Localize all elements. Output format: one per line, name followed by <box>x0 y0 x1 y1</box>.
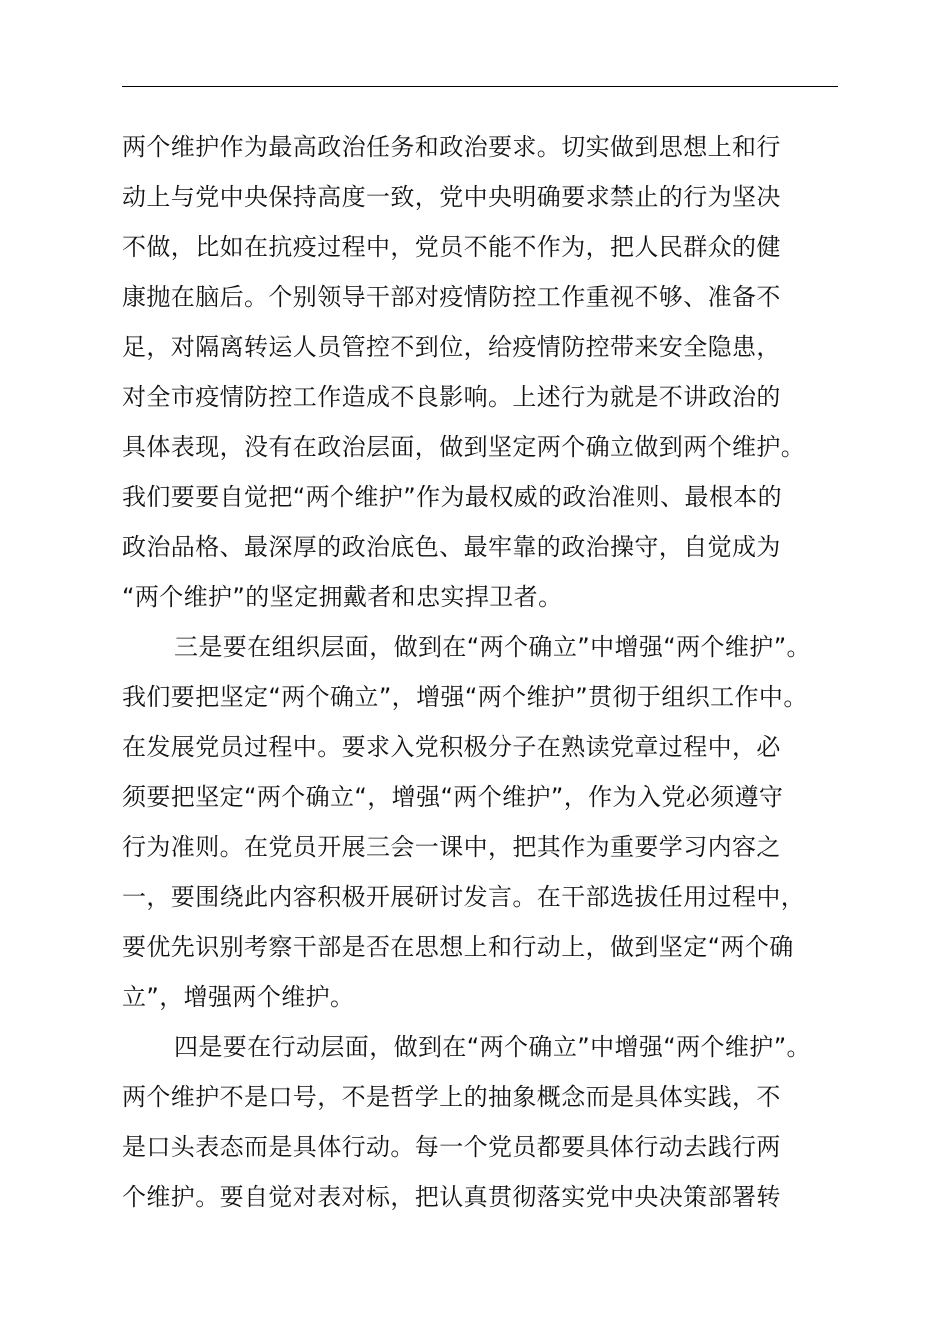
header-rule <box>122 86 838 87</box>
text-line: 是口头表态而是具体行动。每一个党员都要具体行动去践行两 <box>122 1133 781 1161</box>
text-line: 不做，比如在抗疫过程中，党员不能不作为，把人民群众的健 <box>122 233 781 261</box>
text-line: 动上与党中央保持高度一致，党中央明确要求禁止的行为坚决 <box>122 183 781 211</box>
text-line: 两个维护作为最高政治任务和政治要求。切实做到思想上和行 <box>122 133 781 161</box>
paragraph-start-line: 四是要在行动层面，做到在“两个确立”中增强“两个维护”。 <box>174 1033 811 1061</box>
text-line: 立”，增强两个维护。 <box>122 983 355 1011</box>
text-line: 须要把坚定“两个确立“，增强“两个维护”，作为入党必须遵守 <box>122 783 784 811</box>
text-line: 康抛在脑后。个别领导干部对疫情防控工作重视不够、准备不 <box>122 283 781 311</box>
document-body <box>122 122 862 1222</box>
text-line: “两个维护”的坚定拥戴者和忠实捍卫者。 <box>122 583 563 611</box>
text-line: 具体表现，没有在政治层面，做到坚定两个确立做到两个维护。 <box>122 433 806 461</box>
text-line: 两个维护不是口号，不是哲学上的抽象概念而是具体实践，不 <box>122 1083 781 1111</box>
text-line: 一，要围绕此内容积极开展研讨发言。在干部选拔任用过程中， <box>122 883 806 911</box>
text-line: 政治品格、最深厚的政治底色、最牢靠的政治操守，自觉成为 <box>122 533 781 561</box>
text-line: 行为准则。在党员开展三会一课中，把其作为重要学习内容之 <box>122 833 781 861</box>
text-line: 对全市疫情防控工作造成不良影响。上述行为就是不讲政治的 <box>122 383 781 411</box>
text-line: 我们要把坚定“两个确立”，增强“两个维护”贯彻于组织工作中。 <box>122 683 808 711</box>
text-line: 我们要要自觉把“两个维护”作为最权威的政治准则、最根本的 <box>122 483 783 511</box>
paragraph-start-line: 三是要在组织层面，做到在“两个确立”中增强“两个维护”。 <box>174 633 811 661</box>
text-line: 个维护。要自觉对表对标，把认真贯彻落实党中央决策部署转 <box>122 1183 781 1211</box>
text-line: 要优先识别考察干部是否在思想上和行动上，做到坚定“两个确 <box>122 933 794 961</box>
text-line: 足，对隔离转运人员管控不到位，给疫情防控带来安全隐患， <box>122 333 781 361</box>
text-line: 在发展党员过程中。要求入党积极分子在熟读党章过程中，必 <box>122 733 781 761</box>
